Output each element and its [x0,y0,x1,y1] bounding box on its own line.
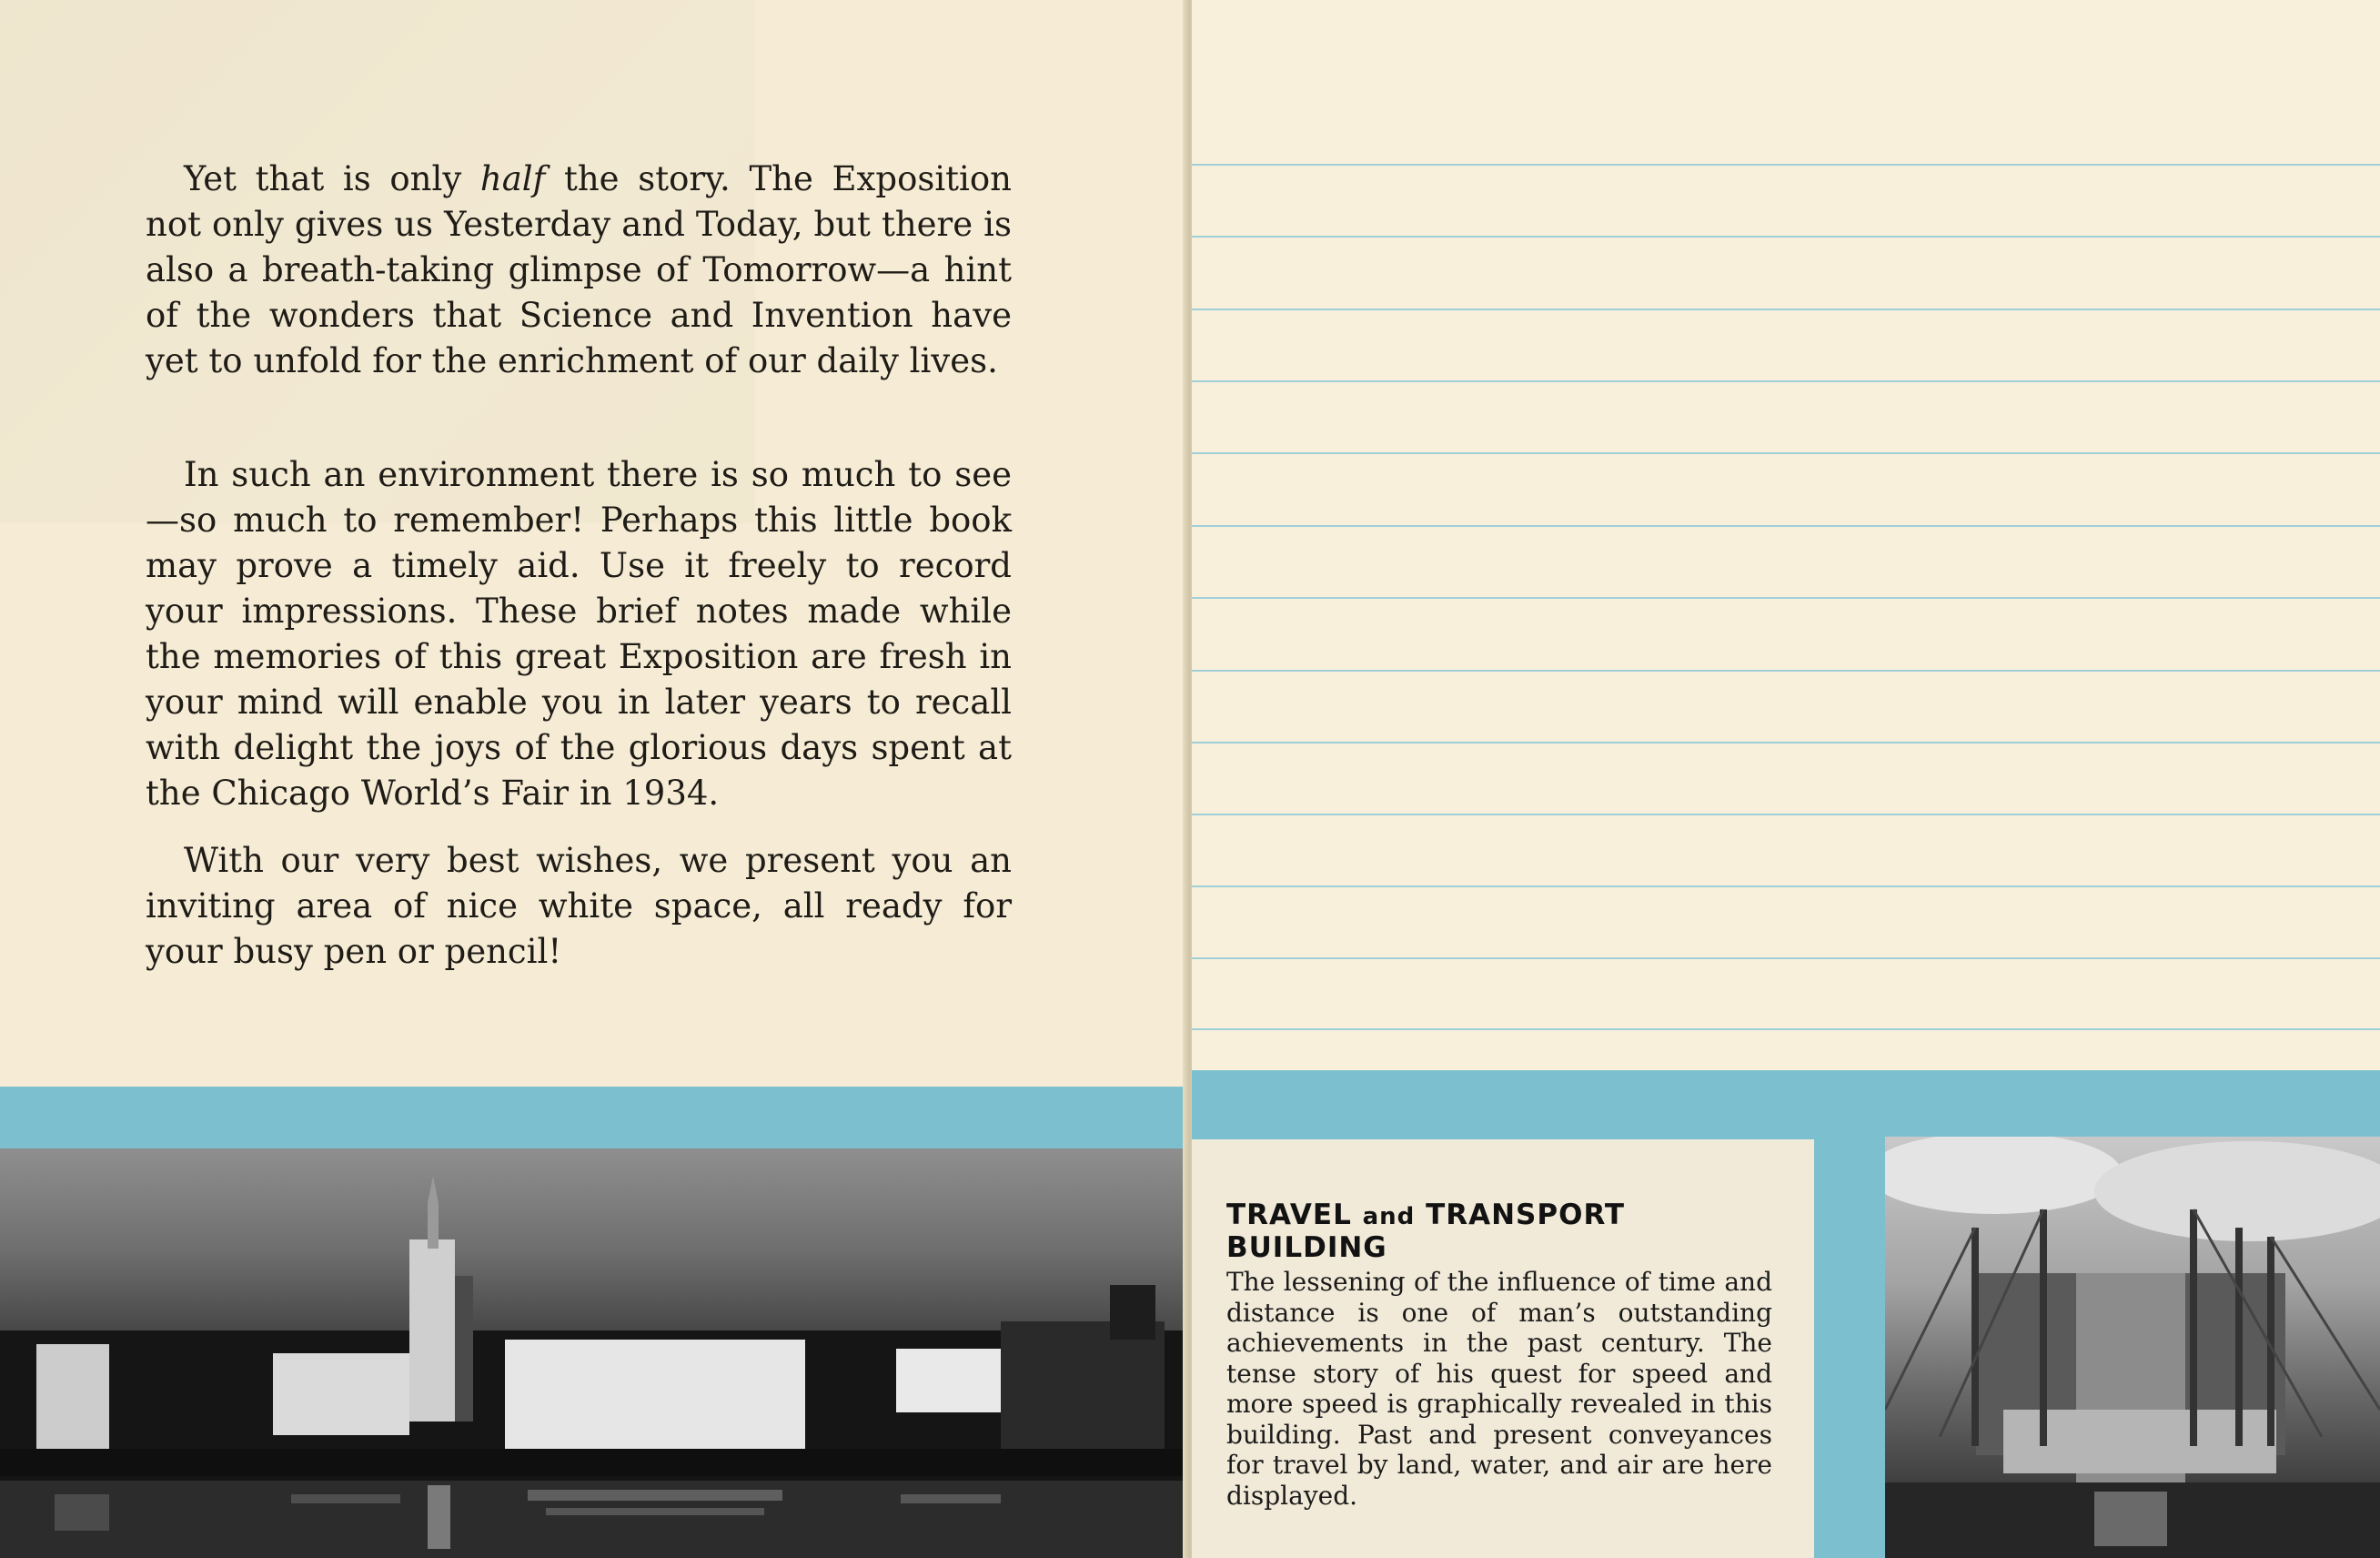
ruled-line [1192,814,2380,815]
para1-emphasis: half [479,159,546,198]
intro-paragraph [146,157,1012,384]
ruled-line [1192,670,2380,672]
transport-building-illustration [1885,1137,2380,1558]
ruled-line [1192,164,2380,166]
para2-text: In such an environment there is so much to see —so much to remember! Perhaps this little book may prove a timely aid. Use it freely to record your impressions. These brief notes made while the memories of this great Exposition are fresh in your mind will enable you in later years to recall with delight the joys of the glorious days spent at the Chicago World’s Fair in 1934. [146,455,1012,813]
ruled-line [1192,309,2380,310]
ruled-line [1192,452,2380,454]
ruled-line [1192,597,2380,599]
ruled-line [1192,380,2380,382]
ruled-line [1192,957,2380,959]
para3-text: With our very best wishes, we present you an inviting area of nice white space, all ready for your busy pen or pencil! [146,841,1012,971]
ruled-line [1192,525,2380,527]
title-part2: TRANSPORT BUILDING [1226,1199,1626,1264]
title-part1: TRAVEL [1226,1199,1352,1231]
night-skyline-illustration [0,1148,1188,1558]
left-page [0,0,1188,1558]
ruled-line [1192,236,2380,238]
best-wishes-paragraph [146,838,1012,975]
ruled-line [1192,1028,2380,1030]
building-info-box [1192,1139,1814,1558]
teal-band [0,1087,1188,1150]
right-page [1192,0,2380,1558]
night-skyline-photo [0,1148,1188,1558]
ruled-line [1192,885,2380,887]
building-description: The lessening of the influence of time and distance is one of man’s outstanding achievements in the past century. The tense story of his quest for speed and more speed is graphically revealed in this building. Past and present conveyances for travel by land, water, and air are here displayed. [1226,1267,1772,1511]
title-and: and [1362,1203,1416,1230]
building-title [1226,1199,1772,1263]
para1-after: the story. The Exposition not only gives us Yesterday and Today, but there is also a breath-taking glimpse of Tomorrow—a hint of the wonders that Science and Invention have yet to unfold for the enrichment of our daily lives. [146,159,1012,380]
ruled-line [1192,742,2380,744]
environment-paragraph [146,452,1012,816]
transport-building-photo [1885,1137,2380,1558]
para1-before: Yet that is only [184,159,480,198]
